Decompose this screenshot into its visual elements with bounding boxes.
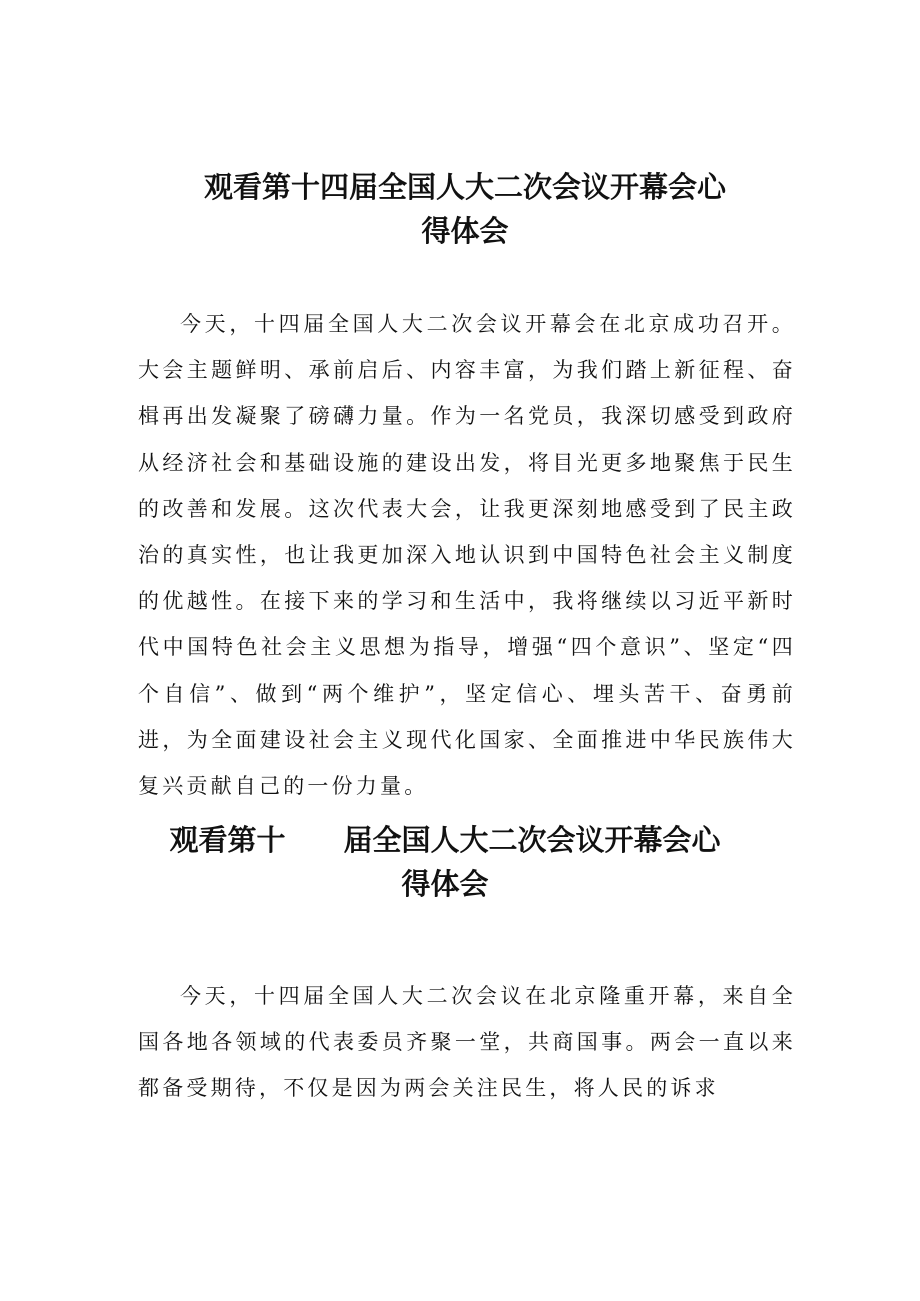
section-1-title-line-2: 得体会: [421, 214, 509, 248]
section-1-title-line-1: 观看第十四届全国人大二次会议开幕会心: [203, 170, 726, 204]
section-1-title: [140, 165, 790, 253]
section-1-paragraph: 今天，十四届全国人大二次会议开幕会在北京成功召开。大会主题鲜明、承前启后、内容丰富，为我们踏上新征程、奋楫再出发凝聚了磅礴力量。作为一名党员，我深切感受到政府从经济社会和基础设施的建设出发，将目光更多地聚焦于民生的改善和发展。这次代表大会，让我更深刻地感受到了民主政治的真实性，也让我更加深入地认识到中国特色社会主义制度的优越性。在接下来的学习和生活中，我将继续以习近平新时代中国特色社会主义思想为指导，增强“四个意识”、坚定“四个自信”、做到“两个维护”，坚定信心、埋头苦干、奋勇前进，为全面建设社会主义现代化国家、全面推进中华民族伟大复兴贡献自己的一份力量。: [138, 312, 796, 799]
section-2-paragraph: 今天，十四届全国人大二次会议在北京隆重开幕，来自全国各地各领域的代表委员齐聚一堂，共商国事。两会一直以来都备受期待，不仅是因为两会关注民生，将人民的诉求: [138, 984, 796, 1101]
section-2-title-line-1: 观看第十 届全国人大二次会议开幕会心: [169, 823, 721, 857]
section-2-title-line-2: 得体会: [401, 867, 489, 901]
section-2-title: [120, 818, 770, 906]
